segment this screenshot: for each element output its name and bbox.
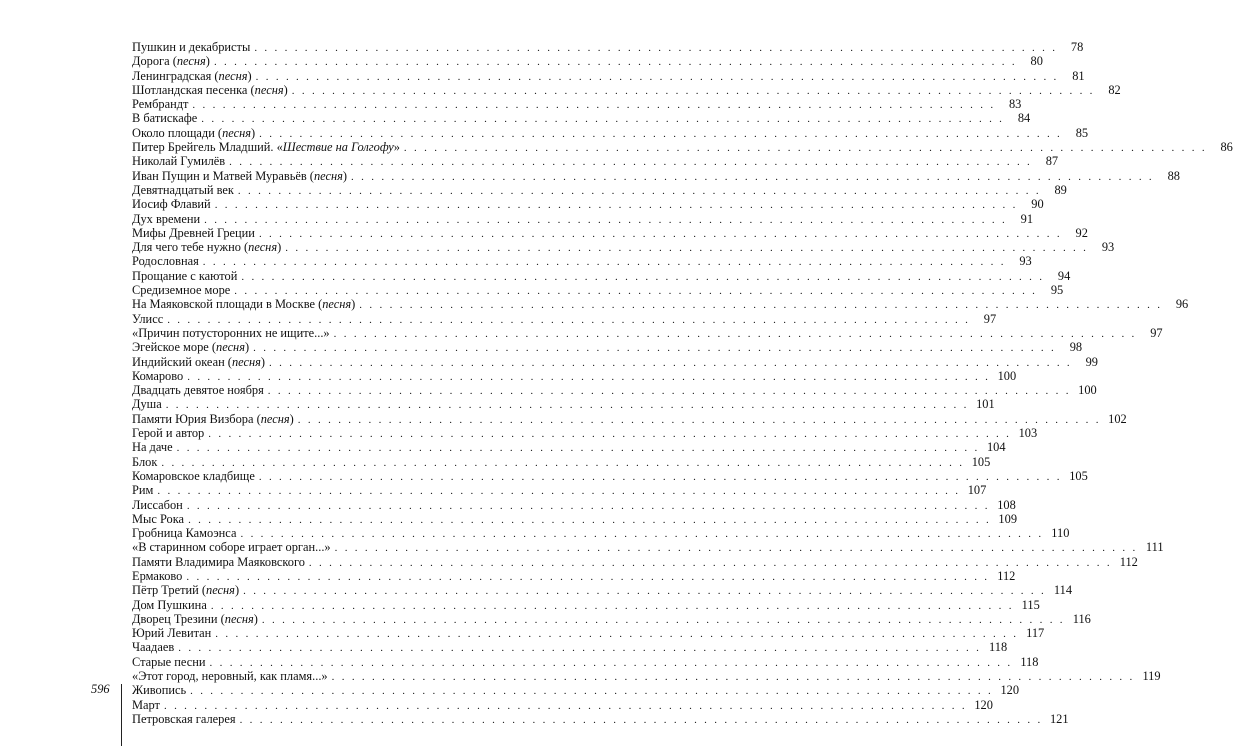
dot-leader: . . . . . . . . . . . . . . . . . . . . . . . . . . . . . . . . . . . . . . . . . . . . . . . . . . . . . . . . . . . . . . . . . . . . . . . . . . . . . . . . bbox=[167, 313, 971, 326]
toc-entry-page: 104 bbox=[986, 440, 1006, 455]
toc-entry-title-text: Петровская галерея bbox=[132, 711, 236, 726]
toc-entry bbox=[132, 82, 1121, 97]
toc-entry bbox=[132, 197, 1044, 212]
dot-leader: . . . . . . . . . . . . . . . . . . . . . . . . . . . . . . . . . . . . . . . . . . . . . . . . . . . . . . . . . . . . . . . . . . . . . . . . . . . . . . . . bbox=[186, 499, 990, 512]
toc-entry-page: 118 bbox=[1020, 654, 1039, 669]
toc-entry-page: 105 bbox=[1069, 468, 1088, 483]
toc-entry-title-suffix: ) bbox=[253, 611, 258, 626]
dot-leader: . . . . . . . . . . . . . . . . . . . . . . . . . . . . . . . . . . . . . . . . . . . . . . . . . . . . . . . . . . . . . . . . . . . . . . . . . . . . . . . . bbox=[192, 99, 996, 112]
dot-leader: . . . . . . . . . . . . . . . . . . . . . . . . . . . . . . . . . . . . . . . . . . . . . . . . . . . . . . . . . . . . . . . . . . . . . . . . . . . . . . . . bbox=[255, 70, 1059, 83]
toc-entry-page: 86 bbox=[1220, 140, 1233, 155]
toc-entry bbox=[132, 354, 1098, 369]
toc-entry-title bbox=[132, 397, 162, 411]
toc-entry-title-text: Комаровское кладбище bbox=[132, 468, 255, 483]
toc-entry-page: 99 bbox=[1085, 354, 1098, 369]
toc-entry bbox=[132, 283, 1064, 298]
toc-entry-page: 116 bbox=[1072, 611, 1091, 626]
toc-entry bbox=[132, 597, 1040, 612]
toc-entry-page: 108 bbox=[997, 497, 1016, 512]
toc-entry bbox=[132, 211, 1034, 226]
toc-entry-title-suffix: ) bbox=[247, 68, 252, 83]
toc-entry-page: 103 bbox=[1018, 426, 1038, 441]
toc-entry bbox=[132, 640, 1008, 655]
dot-leader: . . . . . . . . . . . . . . . . . . . . . . . . . . . . . . . . . . . . . . . . . . . . . . . . . . . . . . . . . . . . . . . . . . . . . . . . . . . . . . . . bbox=[297, 413, 1101, 426]
toc-entry-title-text: Ленинградская ( bbox=[132, 68, 219, 83]
toc-entry-page: 97 bbox=[983, 311, 997, 326]
toc-entry-title-text: Питер Брейгель Младший. « bbox=[132, 140, 283, 155]
toc-entry-page: 88 bbox=[1167, 168, 1180, 183]
toc-entry-title-text: Ермаково bbox=[132, 568, 183, 583]
toc-entry-title-suffix: ) bbox=[260, 354, 266, 369]
margin-rule bbox=[121, 684, 122, 746]
dot-leader: . . . . . . . . . . . . . . . . . . . . . . . . . . . . . . . . . . . . . . . . . . . . . . . . . . . . . . . . . . . . . . . . . . . . . . . . . . . . . . . . bbox=[186, 570, 990, 583]
toc-entry bbox=[132, 397, 995, 412]
toc-entry-title-text: Девятнадцатый век bbox=[132, 182, 234, 197]
dot-leader: . . . . . . . . . . . . . . . . . . . . . . . . . . . . . . . . . . . . . . . . . . . . . . . . . . . . . . . . . . . . . . . . . . . . . . . . . . . . . . . . bbox=[241, 270, 1045, 283]
toc-entry-title bbox=[132, 126, 255, 140]
toc-entry-genre: песня bbox=[224, 611, 254, 626]
toc-entry-title-text: Мыс Рока bbox=[132, 511, 185, 526]
dot-leader: . . . . . . . . . . . . . . . . . . . . . . . . . . . . . . . . . . . . . . . . . . . . . . . . . . . . . . . . . . . . . . . . . . . . . . . . . . . . . . . . bbox=[403, 142, 1207, 155]
toc-entry-page: 110 bbox=[1051, 526, 1070, 541]
toc-entry-title-text: Пушкин и декабристы bbox=[132, 40, 251, 54]
dot-leader: . . . . . . . . . . . . . . . . . . . . . . . . . . . . . . . . . . . . . . . . . . . . . . . . . . . . . . . . . . . . . . . . . . . . . . . . . . . . . . . . bbox=[351, 170, 1154, 183]
toc-entry-page: 107 bbox=[967, 483, 987, 498]
toc-entry-page: 84 bbox=[1017, 111, 1031, 126]
toc-entry-title bbox=[132, 254, 199, 268]
toc-entry bbox=[132, 683, 1020, 698]
toc-entry-title bbox=[132, 326, 330, 340]
toc-entry-title bbox=[132, 269, 237, 283]
toc-entry bbox=[132, 254, 1032, 269]
toc-entry-title bbox=[132, 355, 265, 369]
toc-entry-title-text: Около площади ( bbox=[132, 125, 223, 140]
toc-entry-title-suffix: ) bbox=[234, 583, 240, 598]
toc-entry-page: 114 bbox=[1053, 583, 1073, 598]
dot-leader: . . . . . . . . . . . . . . . . . . . . . . . . . . . . . . . . . . . . . . . . . . . . . . . . . . . . . . . . . . . . . . . . . . . . . . . . . . . . . . . . bbox=[204, 213, 1008, 226]
toc-entry-genre: песня bbox=[248, 240, 278, 255]
toc-entry-title-text: Николай Гумилёв bbox=[132, 154, 226, 169]
dot-leader: . . . . . . . . . . . . . . . . . . . . . . . . . . . . . . . . . . . . . . . . . . . . . . . . . . . . . . . . . . . . . . . . . . . . . . . . . . . . . . . . bbox=[234, 285, 1038, 298]
toc-entry bbox=[132, 54, 1043, 69]
dot-leader: . . . . . . . . . . . . . . . . . . . . . . . . . . . . . . . . . . . . . . . . . . . . . . . . . . . . . . . . . . . . . . . . . . . . . . . . . . . . . . . . bbox=[201, 113, 1005, 126]
toc-entry-title-suffix: ) bbox=[351, 297, 356, 312]
toc-entry-page: 92 bbox=[1075, 225, 1088, 240]
toc-entry-page: 83 bbox=[1008, 97, 1022, 112]
toc-entry-page: 90 bbox=[1031, 197, 1044, 212]
toc-entry-page: 96 bbox=[1175, 297, 1189, 312]
toc-entry-title bbox=[132, 212, 200, 226]
toc-entry-page: 93 bbox=[1019, 254, 1032, 269]
dot-leader: . . . . . . . . . . . . . . . . . . . . . . . . . . . . . . . . . . . . . . . . . . . . . . . . . . . . . . . . . . . . . . . . . . . . . . . . . . . . . . . . bbox=[258, 227, 1062, 240]
toc-entry-page: 80 bbox=[1030, 54, 1043, 69]
toc-entry-title bbox=[132, 183, 234, 197]
toc-entry-title-text: «В старинном соборе играет орган...» bbox=[132, 540, 331, 555]
toc-entry-title bbox=[132, 240, 281, 254]
toc-entry-title bbox=[132, 312, 163, 326]
toc-entry-genre: песня bbox=[218, 68, 248, 83]
toc-entry-genre: песня bbox=[231, 354, 261, 369]
toc-entry-title bbox=[132, 54, 210, 68]
dot-leader: . . . . . . . . . . . . . . . . . . . . . . . . . . . . . . . . . . . . . . . . . . . . . . . . . . . . . . . . . . . . . . . . . . . . . . . . . . . . . . . . bbox=[187, 370, 991, 383]
toc-entry-title-text: Комарово bbox=[132, 368, 184, 383]
toc-entry bbox=[132, 311, 997, 326]
toc-entry-title-text: Индийский океан ( bbox=[132, 354, 232, 369]
toc-entry-title bbox=[132, 469, 255, 483]
toc-entry-title bbox=[132, 498, 183, 512]
toc-entry bbox=[132, 454, 991, 469]
toc-entry bbox=[132, 526, 1070, 541]
toc-entry bbox=[132, 40, 1084, 54]
toc-entry-title-suffix: ) bbox=[277, 240, 282, 255]
toc-entry-title bbox=[132, 526, 236, 540]
toc-entry bbox=[132, 440, 1006, 455]
toc-entry bbox=[132, 697, 993, 712]
toc-entry-title bbox=[132, 283, 230, 297]
toc-entry-genre: песня bbox=[313, 168, 343, 183]
toc-entry-page: 121 bbox=[1049, 711, 1069, 726]
toc-entry-title bbox=[132, 297, 355, 311]
toc-entry-page: 94 bbox=[1057, 268, 1071, 283]
toc-entry-title bbox=[132, 455, 157, 469]
toc-entry-page: 119 bbox=[1142, 669, 1161, 684]
toc-entry-page: 78 bbox=[1070, 40, 1084, 54]
toc-entry-page: 85 bbox=[1075, 125, 1089, 140]
toc-entry-title bbox=[132, 226, 255, 240]
toc-entry bbox=[132, 669, 1161, 684]
toc-entry-page: 118 bbox=[989, 640, 1008, 655]
dot-leader: . . . . . . . . . . . . . . . . . . . . . . . . . . . . . . . . . . . . . . . . . . . . . . . . . . . . . . . . . . . . . . . . . . . . . . . . . . . . . . . . bbox=[176, 442, 980, 455]
dot-leader: . . . . . . . . . . . . . . . . . . . . . . . . . . . . . . . . . . . . . . . . . . . . . . . . . . . . . . . . . . . . . . . . . . . . . . . . . . . . . . . . bbox=[359, 299, 1163, 312]
toc-entry-title-text: Дорога ( bbox=[132, 54, 177, 69]
toc-entry-title-text: Родословная bbox=[132, 254, 199, 269]
toc-entry bbox=[132, 111, 1031, 126]
toc-entry bbox=[132, 511, 1018, 526]
toc-entry-title bbox=[132, 69, 252, 83]
dot-leader: . . . . . . . . . . . . . . . . . . . . . . . . . . . . . . . . . . . . . . . . . . . . . . . . . . . . . . . . . . . . . . . . . . . . . . . . . . . . . . . . bbox=[163, 699, 967, 712]
toc-entry-page: 81 bbox=[1072, 68, 1085, 83]
toc-entry-page: 100 bbox=[997, 368, 1017, 383]
toc-entry-title-text: Душа bbox=[132, 397, 162, 412]
toc-entry-title bbox=[132, 683, 186, 697]
toc-entry-title-text: Эгейское море ( bbox=[132, 340, 217, 355]
dot-leader: . . . . . . . . . . . . . . . . . . . . . . . . . . . . . . . . . . . . . . . . . . . . . . . . . . . . . . . . . . . . . . . . . . . . . . . . . . . . . . . . bbox=[202, 256, 1006, 269]
dot-leader: . . . . . . . . . . . . . . . . . . . . . . . . . . . . . . . . . . . . . . . . . . . . . . . . . . . . . . . . . . . . . . . . . . . . . . . . . . . . . . . . bbox=[269, 356, 1072, 369]
dot-leader: . . . . . . . . . . . . . . . . . . . . . . . . . . . . . . . . . . . . . . . . . . . . . . . . . . . . . . . . . . . . . . . . . . . . . . . . . . . . . . . . bbox=[239, 713, 1043, 726]
toc-entry bbox=[132, 125, 1089, 140]
toc-entry-genre: песня bbox=[322, 297, 352, 312]
toc-entry-title bbox=[132, 712, 236, 726]
toc-entry-page: 98 bbox=[1069, 340, 1083, 355]
dot-leader: . . . . . . . . . . . . . . . . . . . . . . . . . . . . . . . . . . . . . . . . . . . . . . . . . . . . . . . . . . . . . . . . . . . . . . . . . . . . . . . . bbox=[208, 428, 1012, 441]
toc-entry-title bbox=[132, 540, 331, 554]
toc-entry bbox=[132, 583, 1073, 598]
toc-entry-title-text: В батискафе bbox=[132, 111, 198, 126]
toc-entry bbox=[132, 368, 1017, 383]
toc-entry-title-text: Для чего тебе нужно ( bbox=[132, 240, 249, 255]
toc-entry-title bbox=[132, 369, 183, 383]
toc-entry-genre: песня bbox=[254, 82, 284, 97]
toc-entry-title bbox=[132, 383, 264, 397]
toc-entry-page: 102 bbox=[1108, 411, 1127, 426]
toc-entry-title-suffix: ) bbox=[251, 125, 256, 140]
toc-entry-title bbox=[132, 655, 206, 669]
toc-entry-title bbox=[132, 83, 288, 97]
toc-entry-title-text: Улисс bbox=[132, 311, 164, 326]
toc-entry-page: 112 bbox=[1119, 554, 1138, 569]
toc-entry-title-text: Гробница Камоэнса bbox=[132, 526, 237, 541]
toc-entry-title-text: Памяти Владимира Маяковского bbox=[132, 554, 305, 569]
dot-leader: . . . . . . . . . . . . . . . . . . . . . . . . . . . . . . . . . . . . . . . . . . . . . . . . . . . . . . . . . . . . . . . . . . . . . . . . . . . . . . . . bbox=[165, 399, 969, 412]
toc-entry-genre: Шествие на Голгофу bbox=[282, 140, 394, 155]
dot-leader: . . . . . . . . . . . . . . . . . . . . . . . . . . . . . . . . . . . . . . . . . . . . . . . . . . . . . . . . . . . . . . . . . . . . . . . . . . . . . . . . bbox=[261, 613, 1065, 626]
toc-entry-page: 87 bbox=[1045, 154, 1059, 169]
dot-leader: . . . . . . . . . . . . . . . . . . . . . . . . . . . . . . . . . . . . . . . . . . . . . . . . . . . . . . . . . . . . . . . . . . . . . . . . . . . . . . . . bbox=[267, 385, 1071, 398]
toc-entry bbox=[132, 383, 1097, 398]
dot-leader: . . . . . . . . . . . . . . . . . . . . . . . . . . . . . . . . . . . . . . . . . . . . . . . . . . . . . . . . . . . . . . . . . . . . . . . . . . . . . . . . bbox=[259, 127, 1063, 140]
toc-entry-title-text: Лиссабон bbox=[132, 497, 183, 512]
page-number: 596 bbox=[91, 682, 110, 696]
dot-leader: . . . . . . . . . . . . . . . . . . . . . . . . . . . . . . . . . . . . . . . . . . . . . . . . . . . . . . . . . . . . . . . . . . . . . . . . . . . . . . . . bbox=[308, 556, 1112, 569]
toc-entry-title-suffix: ) bbox=[283, 82, 288, 97]
toc-entry-page: 89 bbox=[1054, 182, 1067, 197]
toc-entry-title-suffix: ) bbox=[244, 340, 250, 355]
toc-entry-title-text: На Маяковской площади в Москве ( bbox=[132, 297, 323, 312]
toc-entry-title-text: Дворец Трезини ( bbox=[132, 611, 225, 626]
toc-entry bbox=[132, 654, 1039, 669]
toc-entry-title-text: Дух времени bbox=[132, 211, 201, 226]
toc-entry bbox=[132, 240, 1115, 255]
toc-entry bbox=[132, 140, 1233, 155]
toc-entry-page: 117 bbox=[1026, 626, 1045, 641]
toc-entry bbox=[132, 182, 1067, 197]
toc-entry-page: 100 bbox=[1078, 383, 1097, 398]
toc-entry bbox=[132, 426, 1038, 441]
dot-leader: . . . . . . . . . . . . . . . . . . . . . . . . . . . . . . . . . . . . . . . . . . . . . . . . . . . . . . . . . . . . . . . . . . . . . . . . . . . . . . . . bbox=[210, 599, 1014, 612]
dot-leader: . . . . . . . . . . . . . . . . . . . . . . . . . . . . . . . . . . . . . . . . . . . . . . . . . . . . . . . . . . . . . . . . . . . . . . . . . . . . . . . . bbox=[190, 685, 994, 698]
toc-entry-page: 91 bbox=[1020, 211, 1034, 226]
toc-entry-title bbox=[132, 111, 197, 125]
toc-entry-title-text: Пётр Третий ( bbox=[132, 583, 206, 598]
toc-entry-genre: песня bbox=[176, 54, 206, 69]
toc-entry bbox=[132, 268, 1071, 283]
toc-entry-page: 105 bbox=[971, 454, 991, 469]
dot-leader: . . . . . . . . . . . . . . . . . . . . . . . . . . . . . . . . . . . . . . . . . . . . . . . . . . . . . . . . . . . . . . . . . . . . . . . . . . . . . . . . bbox=[258, 470, 1062, 483]
toc-entry bbox=[132, 297, 1189, 312]
dot-leader: . . . . . . . . . . . . . . . . . . . . . . . . . . . . . . . . . . . . . . . . . . . . . . . . . . . . . . . . . . . . . . . . . . . . . . . . . . . . . . . . bbox=[237, 184, 1041, 197]
toc-entry-title-text: Прощание с каютой bbox=[132, 268, 238, 283]
toc-entry bbox=[132, 554, 1138, 569]
toc-entry-title bbox=[132, 169, 347, 183]
toc-entry-title bbox=[132, 97, 188, 111]
dot-leader: . . . . . . . . . . . . . . . . . . . . . . . . . . . . . . . . . . . . . . . . . . . . . . . . . . . . . . . . . . . . . . . . . . . . . . . . . . . . . . . . bbox=[253, 342, 1057, 355]
dot-leader: . . . . . . . . . . . . . . . . . . . . . . . . . . . . . . . . . . . . . . . . . . . . . . . . . . . . . . . . . . . . . . . . . . . . . . . . . . . . . . . . bbox=[215, 628, 1019, 641]
dot-leader: . . . . . . . . . . . . . . . . . . . . . . . . . . . . . . . . . . . . . . . . . . . . . . . . . . . . . . . . . . . . . . . . . . . . . . . . . . . . . . . . bbox=[334, 542, 1138, 555]
toc-entry bbox=[132, 711, 1069, 726]
dot-leader: . . . . . . . . . . . . . . . . . . . . . . . . . . . . . . . . . . . . . . . . . . . . . . . . . . . . . . . . . . . . . . . . . . . . . . . . . . . . . . . . bbox=[333, 327, 1137, 340]
toc-entry-page: 120 bbox=[1000, 683, 1020, 698]
dot-leader: . . . . . . . . . . . . . . . . . . . . . . . . . . . . . . . . . . . . . . . . . . . . . . . . . . . . . . . . . . . . . . . . . . . . . . . . . . . . . . . . bbox=[229, 156, 1033, 169]
dot-leader: . . . . . . . . . . . . . . . . . . . . . . . . . . . . . . . . . . . . . . . . . . . . . . . . . . . . . . . . . . . . . . . . . . . . . . . . . . . . . . . . bbox=[254, 42, 1058, 54]
toc-entry-page: 95 bbox=[1050, 283, 1064, 298]
toc-entry-page: 82 bbox=[1108, 82, 1121, 97]
toc-entry bbox=[132, 611, 1091, 626]
toc-entry bbox=[132, 483, 987, 498]
toc-entry-page: 109 bbox=[998, 511, 1018, 526]
toc-entry-genre: песня bbox=[260, 411, 290, 426]
toc-entry-title bbox=[132, 40, 250, 54]
toc-entry-page: 115 bbox=[1021, 597, 1040, 612]
toc-entry-genre: песня bbox=[222, 125, 252, 140]
dot-leader: . . . . . . . . . . . . . . . . . . . . . . . . . . . . . . . . . . . . . . . . . . . . . . . . . . . . . . . . . . . . . . . . . . . . . . . . . . . . . . . . bbox=[243, 585, 1047, 598]
toc-entry-title-text: Чаадаев bbox=[132, 640, 175, 655]
toc-entry-title bbox=[132, 612, 258, 626]
toc-entry-title bbox=[132, 583, 239, 597]
toc-entry bbox=[132, 626, 1045, 641]
dot-leader: . . . . . . . . . . . . . . . . . . . . . . . . . . . . . . . . . . . . . . . . . . . . . . . . . . . . . . . . . . . . . . . . . . . . . . . . . . . . . . . . bbox=[213, 56, 1017, 69]
toc-entry-title bbox=[132, 598, 207, 612]
toc-entry-title-suffix: ) bbox=[342, 168, 348, 183]
dot-leader: . . . . . . . . . . . . . . . . . . . . . . . . . . . . . . . . . . . . . . . . . . . . . . . . . . . . . . . . . . . . . . . . . . . . . . . . . . . . . . . . bbox=[214, 199, 1018, 212]
toc-entry-page: 120 bbox=[974, 697, 993, 712]
dot-leader: . . . . . . . . . . . . . . . . . . . . . . . . . . . . . . . . . . . . . . . . . . . . . . . . . . . . . . . . . . . . . . . . . . . . . . . . . . . . . . . . bbox=[178, 642, 982, 655]
toc-entry-title-text: Мифы Древней Греции bbox=[132, 225, 255, 240]
toc-entry-page: 93 bbox=[1101, 240, 1115, 255]
toc-entry-title bbox=[132, 440, 173, 454]
toc-entry-page: 97 bbox=[1150, 325, 1163, 340]
toc-entry-title bbox=[132, 640, 174, 654]
toc-entry-title-text: Рембрандт bbox=[132, 97, 189, 112]
toc-entry bbox=[132, 225, 1088, 240]
toc-entry-title bbox=[132, 483, 153, 497]
toc-entry bbox=[132, 68, 1085, 83]
toc-entry-title-text: Рим bbox=[132, 483, 154, 498]
toc-entry bbox=[132, 468, 1088, 483]
toc-entry-page: 101 bbox=[976, 397, 995, 412]
dot-leader: . . . . . . . . . . . . . . . . . . . . . . . . . . . . . . . . . . . . . . . . . . . . . . . . . . . . . . . . . . . . . . . . . . . . . . . . . . . . . . . . bbox=[331, 671, 1135, 684]
dot-leader: . . . . . . . . . . . . . . . . . . . . . . . . . . . . . . . . . . . . . . . . . . . . . . . . . . . . . . . . . . . . . . . . . . . . . . . . . . . . . . . . bbox=[157, 485, 961, 498]
toc-entry-title-text: Иосиф Флавий bbox=[132, 197, 211, 212]
toc-entry-title-text: Юрий Левитан bbox=[132, 626, 212, 641]
toc-entry-title-text: «Этот город, неровный, как пламя...» bbox=[132, 669, 328, 684]
toc-entry-title bbox=[132, 512, 184, 526]
toc-entry bbox=[132, 568, 1016, 583]
toc-entry bbox=[132, 340, 1083, 355]
toc-entry bbox=[132, 154, 1059, 169]
dot-leader: . . . . . . . . . . . . . . . . . . . . . . . . . . . . . . . . . . . . . . . . . . . . . . . . . . . . . . . . . . . . . . . . . . . . . . . . . . . . . . . . bbox=[291, 84, 1095, 97]
table-of-contents bbox=[132, 40, 1233, 726]
dot-leader: . . . . . . . . . . . . . . . . . . . . . . . . . . . . . . . . . . . . . . . . . . . . . . . . . . . . . . . . . . . . . . . . . . . . . . . . . . . . . . . . bbox=[240, 528, 1044, 541]
toc-entry-title-text: Живопись bbox=[132, 683, 187, 698]
toc-entry-page: 111 bbox=[1145, 540, 1164, 555]
toc-entry-title-text: «Причин потусторонних не ищите...» bbox=[132, 325, 330, 340]
toc-entry bbox=[132, 97, 1022, 112]
toc-entry bbox=[132, 325, 1163, 340]
toc-entry bbox=[132, 168, 1180, 183]
toc-entry-title bbox=[132, 669, 328, 683]
toc-entry-title-text: Блок bbox=[132, 454, 158, 469]
dot-leader: . . . . . . . . . . . . . . . . . . . . . . . . . . . . . . . . . . . . . . . . . . . . . . . . . . . . . . . . . . . . . . . . . . . . . . . . . . . . . . . . bbox=[209, 656, 1013, 669]
toc-entry-title bbox=[132, 698, 160, 712]
toc-entry-page: 112 bbox=[997, 568, 1016, 583]
toc-entry-title bbox=[132, 154, 225, 168]
toc-entry-title-suffix: » bbox=[393, 140, 400, 155]
toc-entry-title-text: Старые песни bbox=[132, 654, 206, 669]
toc-entry-title bbox=[132, 555, 305, 569]
toc-entry-title bbox=[132, 197, 211, 211]
toc-entry bbox=[132, 497, 1016, 512]
toc-entry bbox=[132, 540, 1164, 555]
toc-entry-title bbox=[132, 426, 204, 440]
toc-entry-title bbox=[132, 412, 294, 426]
toc-entry-title bbox=[132, 569, 182, 583]
toc-entry-title-suffix: ) bbox=[205, 54, 210, 69]
toc-entry-title-text: Дом Пушкина bbox=[132, 597, 207, 612]
toc-entry-title bbox=[132, 626, 211, 640]
toc-entry-title-text: Иван Пущин и Матвей Муравьёв ( bbox=[132, 168, 314, 183]
toc-entry-title-text: Шотландская песенка ( bbox=[132, 82, 255, 97]
toc-entry-title-text: На даче bbox=[132, 440, 173, 455]
toc-entry-title-text: Памяти Юрия Визбора ( bbox=[132, 411, 261, 426]
toc-entry-title-text: Герой и автор bbox=[132, 426, 205, 441]
dot-leader: . . . . . . . . . . . . . . . . . . . . . . . . . . . . . . . . . . . . . . . . . . . . . . . . . . . . . . . . . . . . . . . . . . . . . . . . . . . . . . . . bbox=[188, 513, 992, 526]
dot-leader: . . . . . . . . . . . . . . . . . . . . . . . . . . . . . . . . . . . . . . . . . . . . . . . . . . . . . . . . . . . . . . . . . . . . . . . . . . . . . . . . bbox=[285, 242, 1089, 255]
toc-entry-title-text: Средиземное море bbox=[132, 283, 231, 298]
dot-leader: . . . . . . . . . . . . . . . . . . . . . . . . . . . . . . . . . . . . . . . . . . . . . . . . . . . . . . . . . . . . . . . . . . . . . . . . . . . . . . . . bbox=[161, 456, 965, 469]
toc-entry-genre: песня bbox=[216, 340, 245, 355]
toc-entry-title-suffix: ) bbox=[289, 411, 294, 426]
toc-entry-title bbox=[132, 140, 400, 154]
toc-entry-title-text: Двадцать девятое ноября bbox=[132, 383, 264, 398]
toc-entry-genre: песня bbox=[206, 583, 235, 598]
toc-entry-title bbox=[132, 340, 249, 354]
toc-entry-title-text: Март bbox=[132, 697, 160, 712]
toc-entry bbox=[132, 411, 1127, 426]
